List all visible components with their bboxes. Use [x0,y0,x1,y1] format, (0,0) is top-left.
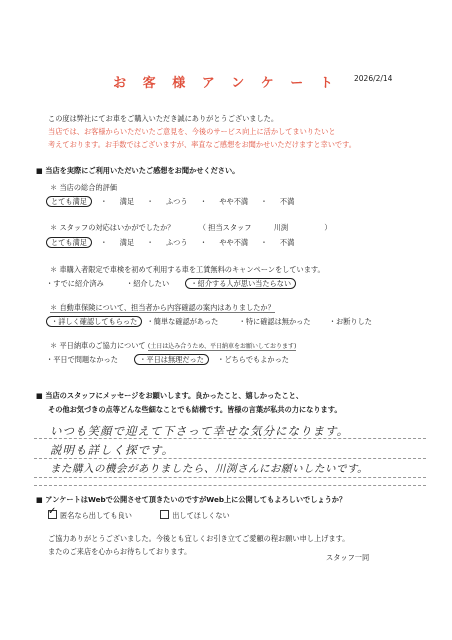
q1-option-satisfied[interactable]: 満足 [119,197,135,206]
q5-option-weekday-impossible[interactable]: ・平日は無理だった [134,354,209,365]
web-consent-options [48,510,230,521]
q2-option-somewhat-dissatisfied[interactable]: やや不満 [219,238,249,247]
section-2-heading: ■ 当店のスタッフにメッセージをお願いします。良かったこと、嬉しかったこと、 [36,391,304,400]
q2-options: とても満足 ・ 満足 ・ ふつう ・ やや不満 ・ 不満 [46,238,294,248]
staff-name: 川渕 [273,223,289,232]
q5-note: (土日は込み合うため、平日納車をお願いしております) [147,343,297,350]
intro-line-1: この度は弊社にてお車をご購入いただき誠にありがとうございました。 [48,114,279,123]
q3-option-want-to-refer[interactable]: ・紹介したい [126,279,170,288]
message-line-2: 説明も詳しく探です。 [50,443,175,457]
q4-label: ＊ 自動車保険について、担当者から内容確認の案内はありましたか？ [50,303,275,312]
section-3-heading: ■ アンケートはWebで公開させて頂きたいのですがWeb上に公開してもよろしいでしょうか？ [36,495,347,504]
message-line-1: いつも笑顔で迎えて下さって幸せな気分になります。 [50,424,350,438]
q1-option-very-satisfied[interactable]: とても満足 [46,196,92,207]
closing-line-2: またのご来店を心からお待ちしております。 [48,547,192,556]
q1-option-dissatisfied[interactable]: 不満 [279,197,295,206]
q1-option-somewhat-dissatisfied[interactable]: やや不満 [219,197,249,206]
q3-option-already-referred[interactable]: ・すでに紹介済み [46,279,104,288]
intro-line-2: 当店では、お客様からいただいたご意見を、今後のサービス向上に活かしてまいりたいと [48,127,336,136]
option-do-not-publish[interactable]: 出してほしくない [160,511,230,520]
page-title: お 客 様 ア ン ケ ー ト [113,76,339,91]
q5-options [46,355,289,365]
message-line-3: また購入の機会がありましたら、川渕さんにお願いしたいです。 [50,463,369,475]
q4-options [46,317,372,327]
closing-line-1: ご協力ありがとうございました。今後とも宜しくお引き立てご愛顧の程お願い申し上げます。 [48,534,350,543]
signature: スタッフ一同 [326,553,370,562]
survey-date: 2026/2/14 [354,74,393,83]
section-1-heading: ■ 当店を実際にご利用いただいたご感想をお聞かせください。 [36,166,240,175]
section-2-sub: その他お気づきの点等どんな些細なことでも結構です。皆様の言葉が私共の力になります。 [48,405,342,414]
q2-option-neutral[interactable]: ふつう [165,238,188,247]
checkbox-empty-icon[interactable] [160,510,169,519]
q3-option-no-one-to-refer[interactable]: ・紹介する人が思い当たらない [185,278,296,289]
q4-option-declined[interactable]: ・お断りした [328,317,372,326]
q1-option-neutral[interactable]: ふつう [165,197,188,206]
option-anonymous-ok[interactable]: ✓匿名なら出しても良い [48,511,134,520]
q4-option-none[interactable]: ・特に確認は無かった [238,317,311,326]
checkbox-checked-icon[interactable] [48,510,57,519]
q2-label: ＊ スタッフの対応はいかがでしたか？ （ 担当スタッフ 川渕 ） [50,223,332,232]
q5-label: ＊ 平日納車のご協力について (土日は込み合うため、平日納車をお願いしております) [50,341,297,350]
q3-options [46,279,296,289]
q5-option-weekday-ok[interactable]: ・平日で問題なかった [46,355,118,364]
q2-option-satisfied[interactable]: 満足 [119,238,135,247]
q1-label: ＊ 当店の総合的評価 [50,183,117,192]
q5-option-either[interactable]: ・どちらでもよかった [217,355,289,364]
q1-options: とても満足 ・ 満足 ・ ふつう ・ やや不満 ・ 不満 [46,197,294,207]
q4-option-detailed[interactable]: ・詳しく確認してもらった [46,316,142,327]
q2-option-dissatisfied[interactable]: 不満 [279,238,295,247]
q2-option-very-satisfied[interactable]: とても満足 [46,237,92,248]
q3-label: ＊ 車購入者限定で車検を初めて利用する車を工賃無料のキャンペーンをしています。 [50,265,325,274]
intro-line-3: 考えております。お手数ではございますが、率直なご感想をお聞かせいただけますと幸いです。 [48,140,356,149]
q4-option-simple[interactable]: ・簡単な確認があった [146,317,219,326]
